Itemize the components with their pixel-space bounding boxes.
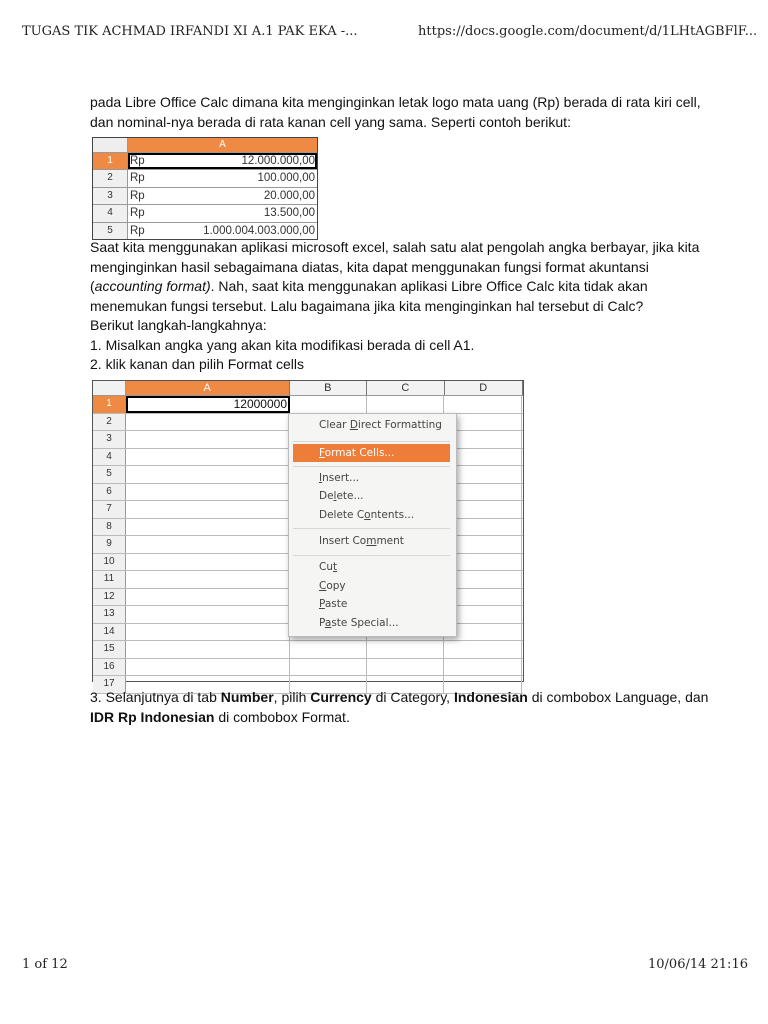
step-3: 3. Selanjutnya di tab Number, pilih Currency di Category, Indonesian di combobox Language, dan IDR Rp Indonesian di combobox Format.	[90, 689, 709, 725]
intro-paragraph: pada Libre Office Calc dimana kita menginginkan letak logo mata uang (Rp) berada di rata kiri cell, dan nominal-nya berada di rata kanan cell yang sama. Seperti contoh berikut:	[90, 94, 701, 130]
menu-item-paste[interactable]: Paste	[319, 598, 348, 610]
sheet-row: 6	[93, 484, 523, 502]
sheet-row: 3	[93, 431, 523, 449]
column-header-d: D	[445, 381, 523, 395]
sheet-row: 13	[93, 606, 523, 624]
column-header-a: A	[126, 381, 290, 395]
menu-item-insert-comment[interactable]: Insert Comment	[319, 535, 404, 547]
sheet-row: 17	[93, 676, 523, 694]
sheet-row: 11	[93, 571, 523, 589]
sheet-row: 8	[93, 519, 523, 537]
paragraph-steps-intro: Berikut langkah-langkahnya:	[90, 317, 267, 333]
sheet-row: 10	[93, 554, 523, 572]
paragraph-accounting: Saat kita menggunakan aplikasi microsoft excel, salah satu alat pengolah angka berbayar, jika kita menginginkan hasil sebagaimana diatas, kita dapat menggunakan fungsi format akuntansi (accounting format). Nah, saat kita menggunakan aplikasi Libre Office Calc kita tidak akan menemukan fungsi tersebut. Lalu bagaimana jika kita menginginkan hal tersebut di Calc?	[90, 239, 700, 314]
sheet-row: 9	[93, 536, 523, 554]
table-row: 4 Rp 13.500,00	[93, 204, 317, 221]
menu-item-delete-contents[interactable]: Delete Contents...	[319, 509, 415, 521]
sheet-row: 4	[93, 449, 523, 467]
table-row: 3 Rp 20.000,00	[93, 187, 317, 204]
menu-item-copy[interactable]: Copy	[319, 580, 346, 592]
sheet-row: 15	[93, 641, 523, 659]
column-header-a: A	[128, 138, 317, 152]
sheet-row: 1 12000000	[93, 396, 523, 414]
menu-item-paste-special[interactable]: Paste Special...	[319, 617, 399, 629]
page-header-url: https://docs.google.com/document/d/1LHtAGBFlF...	[418, 24, 758, 39]
sheet-row: 7	[93, 501, 523, 519]
sheet-row: 16	[93, 659, 523, 677]
body-text	[90, 238, 710, 375]
column-header-c: C	[367, 381, 444, 395]
sheet-row: 12	[93, 589, 523, 607]
page-header-title: TUGAS TIK ACHMAD IRFANDI XI A.1 PAK EKA -...	[22, 24, 358, 39]
step-2: 2. klik kanan dan pilih Format cells	[90, 356, 304, 372]
menu-item-clear-direct-formatting[interactable]: Clear Direct Formatting	[319, 419, 442, 431]
table-row: 1 Rp 12.000.000,00	[93, 152, 317, 169]
menu-item-format-cells[interactable]: Format Cells...	[293, 444, 450, 462]
menu-item-delete[interactable]: Delete...	[319, 490, 364, 502]
sheet-row: 2	[93, 414, 523, 432]
sheet-row: 14	[93, 624, 523, 642]
cell-a1: 12000000	[126, 396, 290, 413]
table-row: 2 Rp 100.000,00	[93, 169, 317, 186]
step-1: 1. Misalkan angka yang akan kita modifikasi berada di cell A1.	[90, 336, 475, 353]
sheet-row: 5	[93, 466, 523, 484]
menu-item-cut[interactable]: Cut	[319, 561, 338, 573]
page-number: 1 of 12	[22, 957, 68, 972]
print-datetime: 10/06/14 21:16	[648, 957, 748, 972]
example-currency-table	[92, 137, 318, 240]
menu-item-insert[interactable]: Insert...	[319, 472, 360, 484]
column-header-b: B	[290, 381, 367, 395]
context-menu	[288, 413, 457, 637]
table-row: 5 Rp 1.000.004.003.000,00	[93, 222, 317, 239]
